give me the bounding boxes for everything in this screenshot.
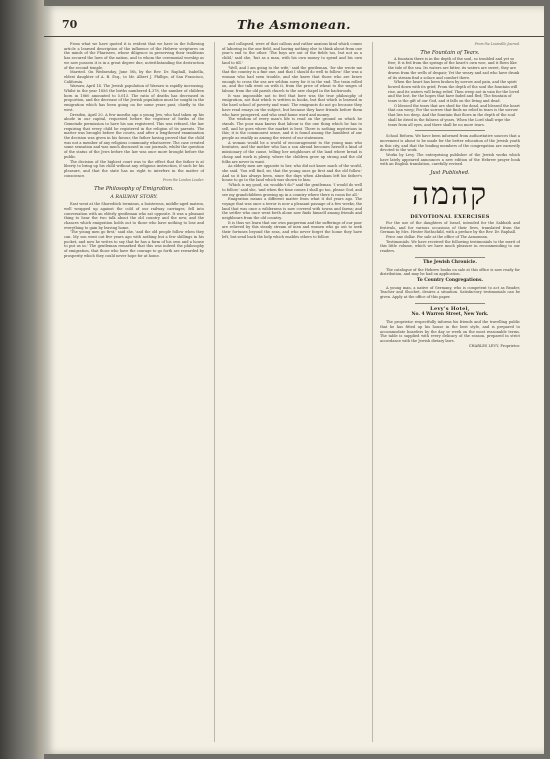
poem-stanza: A fountain there is in the depth of the soul, so troubled and yet so free; It is fed from the springs of the heart's own woe, and it flows like the tide of the sea. Its waters are bitter, its waters are sweet, they are drawn from the wells of despair; Yet the weary and sad who have drunk of its stream find a solace and comfort there. [388, 56, 520, 80]
column-middle [222, 42, 362, 742]
poem-stanza: When the heart has been broken by sorrow and pain, and the spirit bowed down with its grief, From the depth of the soul the fountain will rise, and its waters will bring relief. Then weep not in vain for the loved and the lost, for the hopes that have faded and fled; The fountain of tears is the gift of our God, and it falls on the living and dead. [388, 80, 520, 104]
article-title: The Philosophy of Emigration. [94, 186, 174, 193]
column-rule-right [372, 42, 373, 742]
article-paragraph: The decision of the highest court was to the effect that the father is at liberty to bring up his child without any religious instruction, if such be his pleasure, and that the state has no right to interfere in the matter of conscience. [64, 159, 204, 178]
news-item: School Reform. We have been informed from authoritative sources that a movement is about to be made for the better education of the Jewish youth in this city, and that the leading members of the congregation are earnestly devoted to the work. [380, 134, 520, 153]
article-paragraph: It was impossible not to feel that here was the true philosophy of emigration, not that which is written in books, but that which is learned in the hard school of poverty and want. The emigrants do not go because they have read essays on the subject, but because they have friends before them who have prospered, and who send home word and money. [222, 93, 362, 117]
article-paragraph: 'Which is my good, sir, wouldn't do?' said the gentleman. 'I would do well to follow,' said she, 'and when the time comes I shall go too, please God, and see my grandchildren growing up in a country where there is room for all.' [222, 183, 362, 197]
news-item: Works by Levy. The enterprising publisher of the Jewish works which have lately appeared announces a new edition of the Hebrew prayer book with an English translation, carefully revised. [380, 153, 520, 167]
book-description: For the use of the daughters of Israel, intended for the Sabbath and festivals, and for various occasions of their lives, translated from the German by Mrs. Hester Rothschild, with a preface by the Rev. Dr. Raphall. [380, 220, 520, 235]
article-paragraph: East went at the Shoreditch terminus, a boisterous, middle-aged matron, well wrapped up against the cold of our railway carriages, fell into conversation with an elderly gentleman who sat opposite. It was a pleasant thing to hear the two talk about the old country and the new, and the chances which emigration holds out to those who have nothing to lose and everything to gain by leaving home. [64, 202, 204, 230]
column-rule-left [214, 42, 215, 742]
article-paragraph: A woman would be a world of encouragement to the young man who hesitates, and the mother who has a son abroad becomes herself a kind of missionary of the cause, telling her neighbours of the land where bread is cheap and work is plenty, where the children grow up strong and the old folks are never in want. [222, 140, 362, 164]
book-title: DEVOTIONAL EXERCISES [410, 214, 490, 221]
poem-title: The Fountain of Tears. [420, 49, 480, 56]
article-paragraph: As elderly men are opposite to her, who did not know much of the world, she said, 'You will find, sir, that the young ones go first and the old follow.' And so it has always been, since the days when Abraham left his father's house to go to the land which was shown to him. [222, 164, 362, 183]
news-item-dresden: Dresden, April 20. A few months ago a young Jew, who had taken up his abode in our capital, requested before the registrar of births of the Gemeinde permission to have his son registered. This was refused, the law requiring that every child be registered in the religion of its parents. The matter was brought before the courts, and after a lengthened examination the decision was given in his favour, the father having proved that the child was not a member of any religious community whatsoever. The case created some sensation and was much discussed in our journals, whilst the question of the status of the Jews before the law was once more brought before the public. [64, 112, 204, 159]
book-price: Price one dollar. For sale at the office of The Asmonean. [386, 234, 489, 239]
poem-source: From the Louisville Journal. [474, 42, 520, 46]
article-paragraph: 'The young men go first,' said she, 'and the old people follow when they can. My son went out five years ago with nothing but a few shillings in his pocket, and now he writes to say that he has a farm of his own and a house to put us in.' The gentleman remarked that this was indeed the philosophy of emigration, that those who have the courage to go forth are rewarded by prosperity which they could never hope for at home. [64, 230, 204, 258]
advertisement-title: Levy's Hotel, [430, 305, 470, 312]
article-paragraph: From what we have quoted it is evident that we have in the following article a learned description of the influence of the Hebrew scriptures on the minds of the Pharisees, whose diligence in preserving their traditions has secured the laws of the nation, and to whom the ceremonial worship as we now possess it is in a great degree due, notwithstanding the destruction of the second temple. [64, 42, 204, 70]
notice-text: A young man, a native of Germany, who is competent to act as Reader, Teacher and Shochet, desires a situation. Satisfactory testimonials can be given. Apply at the office of this paper. [380, 285, 520, 300]
notice-text: The catalogue of the Hebrew books on sale at this office is now ready for distribution, and may be had on application. [380, 267, 520, 277]
news-item: Testimonials. We have received the following testimonials to the merit of this little volume, which we have much pleasure in recommending to our readers. [380, 239, 520, 254]
notice-heading: To Country Congregations. [417, 277, 483, 283]
binding-spine [0, 0, 44, 759]
divider [415, 257, 485, 258]
newspaper-page [44, 6, 544, 754]
page-header [44, 14, 544, 37]
advertisement-text: The proprietor respectfully informs his friends and the travelling public that he has fitted up his house in the best style, and is prepared to accommodate boarders by the day or week on the most reasonable terms. The table is supplied with every delicacy of the season, prepared in strict accordance with the Jewish dietary laws. [380, 320, 520, 343]
article-subtitle: A RAILWAY STORY. [110, 195, 158, 201]
article-source: From the London Leader. [162, 178, 204, 183]
hebrew-title: קהמה [411, 177, 489, 213]
article-paragraph: It is thus we learn that our own pauperism and the sufferings of our poor are relieved by this steady stream of men and women who go out to seek their fortunes beyond the seas, and who never forget the home they have left, but send back the help which enables others to follow. [222, 220, 362, 239]
advertisement-address: No. 4 Warren Street, New York. [411, 312, 489, 318]
article-paragraph: Emigration means a different matter from what it did years ago. The voyage that was once a terror is now a pleasant passage of a few weeks; the land that was once a wilderness is now covered with towns and farms; and the settler who once went forth alone now finds himself among friends and neighbours from the old country. [222, 197, 362, 221]
notice-title: Just Published. [430, 170, 470, 177]
article-paragraph: 'Well, and I am going to the wife,' said the gentleman, 'for she wrote me that the country is a fine one, and that I should do well to follow.' She was a woman who had seen trouble, and she knew that those who are brave enough to cross the sea are seldom sorry for it in the end. The train rolled on, and the talk went on with it, from the price of wheat to the wages of labour, from the old parish church to the new chapel in the backwoods. [222, 65, 362, 94]
divider [415, 130, 485, 131]
column-left [64, 42, 204, 742]
marriage-notice: Married. On Wednesday, June 5th, by the Rev. Dr. Raphall, Isabella, eldest daughter of A. B. Esq., to Mr. Albert J. Phillips, of San Francisco, California. [64, 70, 204, 84]
page-number: 70 [62, 18, 78, 31]
divider [415, 303, 485, 304]
article-paragraph: The wisdom of every man's life is read on the ground on which he stands. The poor man knows that labour is the one thing which he has to sell, and he goes where the market is best. There is nothing mysterious in this; it is the commonest sense, and it is found among the humblest of our people as readily as among the wisest of our statesmen. [222, 117, 362, 141]
news-item-warsaw: Warsaw, April 14. The Jewish population of Warsaw is rapidly increasing. Whilst in the year 1856 the births numbered 4,378, the number of children born in 1860 amounted to 5,613. The ratio of deaths has decreased in proportion, and the decrease of the Jewish population must be sought in the emigration which has been going on for some years past, chiefly to the west. [64, 84, 204, 112]
advertisement-signature: CHARLES LEVY, Proprietor. [468, 343, 520, 348]
poem-stanza: O blessed the tears that are shed for the dead, and blessed the heart that can weep; For the sorrow that finds no relief in tears is the sorrow that lies too deep. And the fountain that flows in the depth of the soul shall be dried in the fulness of years, When the Lord shall wipe the tears from all eyes, and there shall be no more tears. [388, 103, 520, 127]
article-paragraph: and collapsed, were of that callous and rather anxious kind which comes of laboring in the one field, and having nothing else to think about from one year's end to the other. 'The boys are out of the fields too, but not as a child,' said she, 'but as a man, with his own money to spend and his own land to till.' [222, 42, 362, 65]
column-right [380, 42, 520, 742]
masthead-title: The Asmonean. [236, 17, 352, 32]
notice-heading: The Jewish Chronicle. [423, 259, 477, 265]
